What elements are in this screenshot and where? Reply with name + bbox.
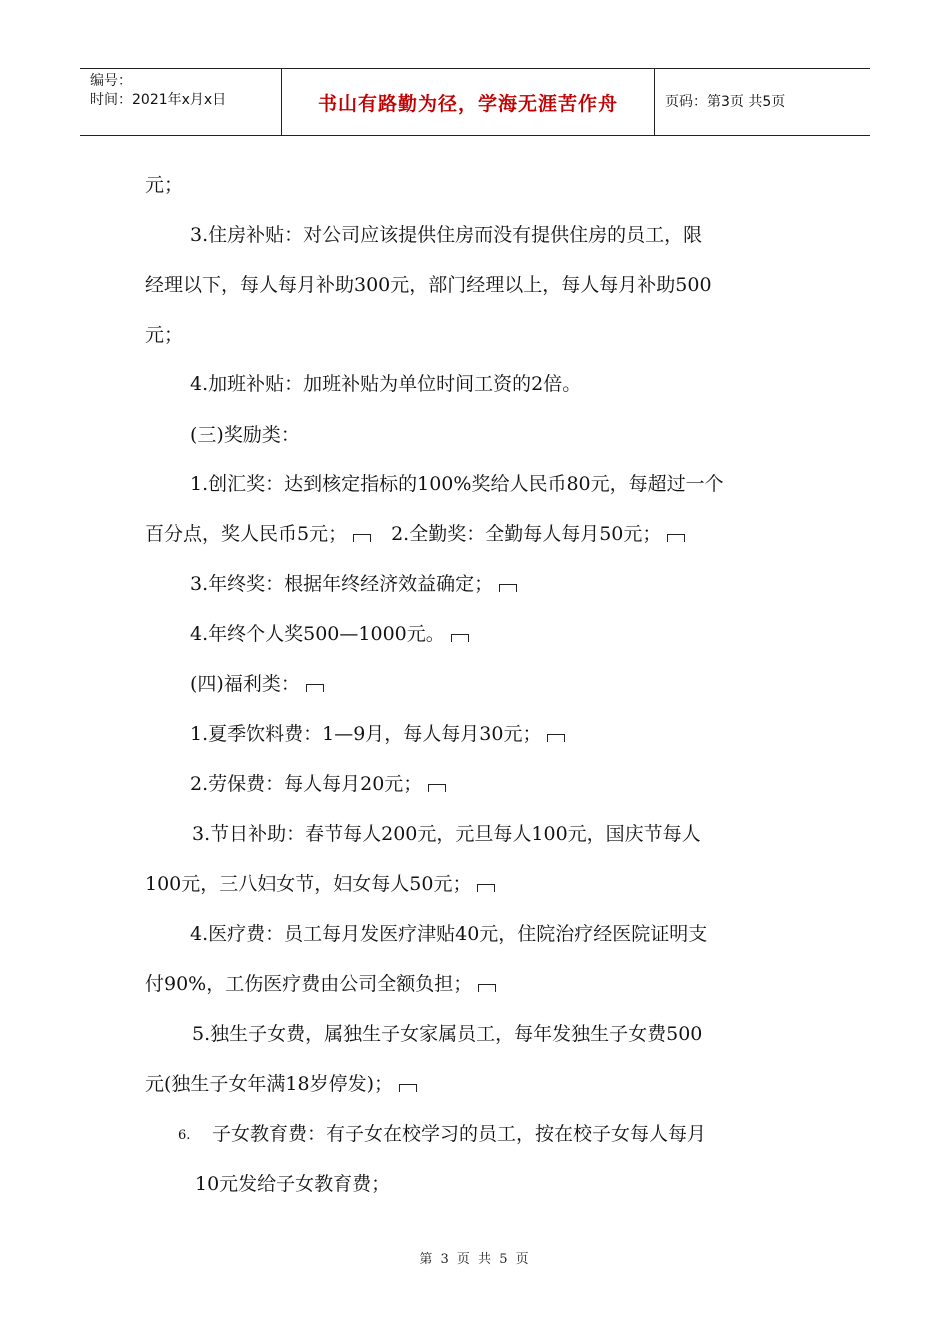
text-line: 元； bbox=[145, 324, 184, 346]
text-line: 经理以下，每人每月补助300元，部门经理以上，每人每月补助500 bbox=[145, 274, 712, 296]
text-line bbox=[145, 522, 685, 546]
list-number: 6. bbox=[178, 1128, 191, 1143]
section-heading bbox=[190, 672, 324, 696]
paragraph-mark-icon bbox=[477, 884, 495, 892]
text-line: 10元发给子女教育费； bbox=[195, 1173, 391, 1195]
date-label: 时间：2021年x月x日 bbox=[90, 92, 227, 108]
text-line bbox=[190, 622, 469, 646]
page-label: 页码：第3页 共5页 bbox=[665, 94, 786, 110]
text-line bbox=[145, 972, 496, 996]
paragraph-mark-icon bbox=[399, 1084, 417, 1092]
motto-text: 书山有路勤为径，学海无涯苦作舟 bbox=[317, 92, 618, 115]
paragraph-mark-icon bbox=[428, 784, 446, 792]
text-line: 元； bbox=[145, 174, 184, 196]
paragraph-mark-icon bbox=[499, 584, 517, 592]
text-line: 1.创汇奖：达到核定指标的100%奖给人民币80元，每超过一个 bbox=[190, 473, 724, 495]
text-line bbox=[190, 722, 565, 746]
paragraph-mark-icon bbox=[478, 984, 496, 992]
document-header bbox=[80, 68, 870, 136]
text-segment: (四)福利类： bbox=[190, 673, 300, 695]
text-segment: 1.夏季饮料费：1—9月，每人每月30元； bbox=[190, 723, 542, 745]
text-line bbox=[145, 872, 495, 896]
text-line bbox=[145, 1072, 417, 1096]
section-heading: (三)奖励类： bbox=[190, 424, 300, 446]
text-line: 5.独生子女费，属独生子女家属员工，每年发独生子女费500 bbox=[192, 1023, 703, 1045]
text-line bbox=[190, 572, 517, 596]
text-segment: 3.年终奖：根据年终经济效益确定； bbox=[190, 573, 494, 595]
number-label: 编号： bbox=[90, 73, 132, 89]
page-footer: 第 3 页 共 5 页 bbox=[419, 1252, 531, 1267]
text-line: 4.医疗费：员工每月发医疗津贴40元，住院治疗经医院证明支 bbox=[190, 923, 708, 945]
header-meta-cell bbox=[80, 69, 282, 135]
text-line: 3.住房补贴：对公司应该提供住房而没有提供住房的员工，限 bbox=[190, 224, 703, 246]
text-line: 3.节日补助：春节每人200元，元旦每人100元，国庆节每人 bbox=[192, 823, 701, 845]
paragraph-mark-icon bbox=[451, 634, 469, 642]
paragraph-mark-icon bbox=[306, 684, 324, 692]
text-segment: 2.劳保费：每人每月20元； bbox=[190, 773, 423, 795]
paragraph-mark-icon bbox=[547, 734, 565, 742]
paragraph-mark-icon bbox=[353, 534, 371, 542]
text-segment: 2.全勤奖：全勤每人每月50元； bbox=[391, 523, 662, 545]
text-segment: 付90%，工伤医疗费由公司全额负担； bbox=[145, 973, 473, 995]
header-page-cell bbox=[655, 69, 870, 135]
text-segment: 元(独生子女年满18岁停发)； bbox=[145, 1073, 394, 1095]
text-segment: 百分点，奖人民币5元； bbox=[145, 523, 348, 545]
text-segment: 4.年终个人奖500—1000元。 bbox=[190, 623, 445, 645]
text-segment: 100元，三八妇女节，妇女每人50元； bbox=[145, 873, 472, 895]
text-line bbox=[190, 772, 446, 796]
text-line: 4.加班补贴：加班补贴为单位时间工资的2倍。 bbox=[190, 373, 582, 395]
paragraph-mark-icon bbox=[667, 534, 685, 542]
header-motto-cell bbox=[282, 69, 655, 135]
text-line: 子女教育费：有子女在校学习的员工，按在校子女每人每月 bbox=[212, 1123, 707, 1145]
